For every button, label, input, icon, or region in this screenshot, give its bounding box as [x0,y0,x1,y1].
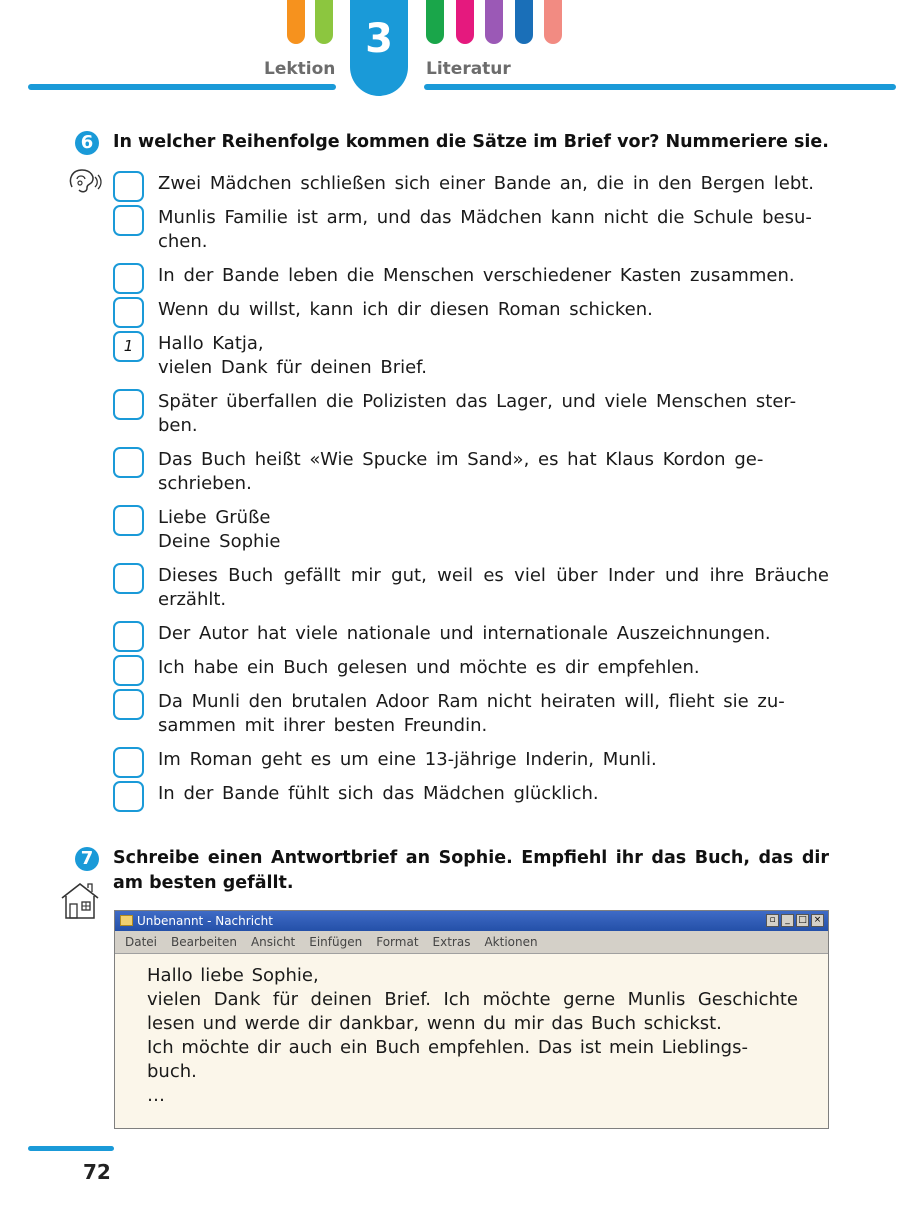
restore-icon[interactable]: ▫ [766,914,779,927]
list-item [113,264,829,288]
list-item [113,332,829,380]
list-item [113,506,829,554]
list-item [113,448,829,496]
list-item [113,782,829,806]
window-controls [766,914,824,927]
sentence-text: Zwei Mädchen schließen sich einer Bande an, die in den Bergen lebt. [158,173,815,194]
number-input-box[interactable] [113,505,144,536]
email-window [114,910,829,1129]
number-input-box[interactable] [113,781,144,812]
message-icon [120,915,133,926]
lesson-label: Lektion [264,59,336,79]
maximize-icon[interactable]: □ [796,914,809,927]
number-input-box[interactable]: 1 [113,331,144,362]
exercise-number: 7 [75,847,99,871]
color-bar [287,0,305,44]
sentence-text: Im Roman geht es um eine 13-jährige Inderin, Munli. [158,749,657,770]
exercise-title: Schreibe einen Antwortbrief an Sophie. Empfiehl ihr das Buch, das dir am besten gefällt. [113,848,829,893]
list-item [113,564,829,612]
color-bar [315,0,333,44]
list-item [113,656,829,680]
exercise-number: 6 [75,131,99,155]
menu-einfuegen[interactable]: Einfügen [309,935,363,949]
lesson-number-badge: 3 [350,0,408,96]
number-input-box[interactable] [113,447,144,478]
list-item [113,622,829,646]
menu-ansicht[interactable]: Ansicht [250,935,296,949]
number-input-box[interactable] [113,205,144,236]
sentence-text: Das Buch heißt «Wie Spucke im Sand», es hat Klaus Kordon ge- schrieben. [158,449,764,494]
listening-icon [66,167,104,195]
sentence-text: Da Munli den brutalen Adoor Ram nicht heiraten will, flieht sie zu- sammen mit ihrer besten Freundin. [158,691,785,736]
exercise-title: In welcher Reihenfolge kommen die Sätze im Brief vor? Nummeriere sie. [113,132,829,152]
list-item [113,748,829,772]
number-input-box[interactable] [113,747,144,778]
number-input-box[interactable] [113,655,144,686]
color-bar [515,0,533,44]
menu-bar [115,931,828,954]
sentence-text: Der Autor hat viele nationale und internationale Auszeichnungen. [158,623,771,644]
sentence-text: Wenn du willst, kann ich dir diesen Roman schicken. [158,299,653,320]
number-input-box[interactable] [113,171,144,202]
list-item [113,690,829,738]
sentence-text: Munlis Familie ist arm, und das Mädchen kann nicht die Schule besu- chen. [158,207,812,252]
number-input-box[interactable] [113,297,144,328]
sentence-text: Später überfallen die Polizisten das Lager, und viele Menschen ster- ben. [158,391,797,436]
header-rule-right [424,84,896,90]
sentence-list [113,172,829,816]
sentence-text: In der Bande leben die Menschen verschiedener Kasten zusammen. [158,265,795,286]
footer-rule [28,1146,114,1151]
list-item [113,206,829,254]
number-input-box[interactable] [113,263,144,294]
sentence-text: Liebe Grüße Deine Sophie [158,507,281,552]
menu-bearbeiten[interactable]: Bearbeiten [171,935,237,949]
page-number: 72 [83,1160,111,1184]
color-bar [456,0,474,44]
list-item [113,172,829,196]
number-input-box[interactable] [113,621,144,652]
page-header [0,0,924,110]
minimize-icon[interactable]: _ [781,914,794,927]
number-input-box[interactable] [113,563,144,594]
sentence-text: Ich habe ein Buch gelesen und möchte es dir empfehlen. [158,657,700,678]
house-icon [58,880,102,922]
menu-format[interactable]: Format [376,935,419,949]
number-input-box[interactable] [113,689,144,720]
window-title: Unbenannt - Nachricht [137,914,273,928]
list-item [113,298,829,322]
color-bar [544,0,562,44]
sentence-text: Dieses Buch gefällt mir gut, weil es viel über Inder und ihre Bräuche erzählt. [158,565,829,610]
menu-extras[interactable]: Extras [432,935,471,949]
menu-aktionen[interactable]: Aktionen [484,935,538,949]
sentence-text: Hallo Katja, vielen Dank für deinen Brief. [158,333,427,378]
color-bar [485,0,503,44]
sentence-text: In der Bande fühlt sich das Mädchen glücklich. [158,783,599,804]
window-titlebar[interactable] [115,911,828,931]
topic-label: Literatur [426,59,511,79]
header-rule-left [28,84,336,90]
menu-datei[interactable]: Datei [125,935,158,949]
close-icon[interactable]: × [811,914,824,927]
number-input-box[interactable] [113,389,144,420]
list-item [113,390,829,438]
email-body-text[interactable]: Hallo liebe Sophie, vielen Dank für deinen Brief. Ich möchte gerne Munlis Geschichte lesen und werde dir dankbar, wenn du mir das Buch schickst. Ich möchte dir auch ein Buch empfehlen. Das ist mein Lieblings- buch. … [147,965,798,1106]
color-bar [426,0,444,44]
